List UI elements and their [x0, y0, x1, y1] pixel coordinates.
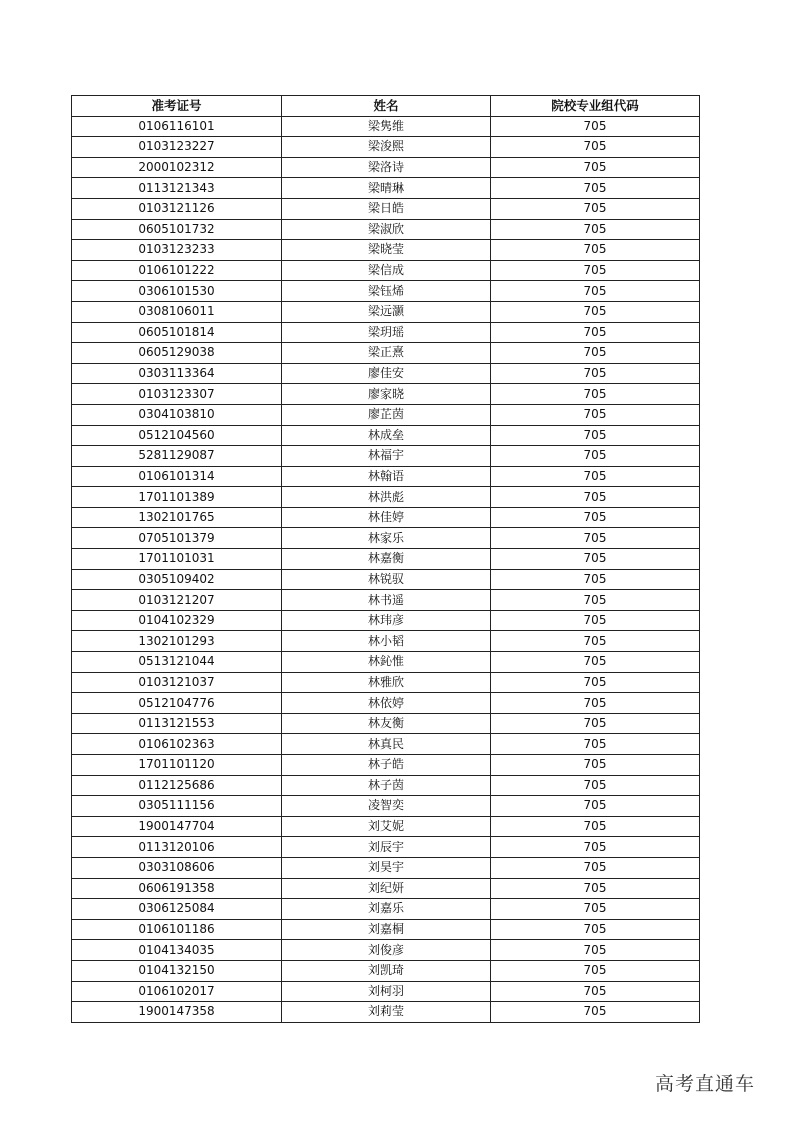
table-row [72, 755, 700, 776]
cell-exam-id: 0512104560 [72, 425, 282, 446]
cell-exam-id: 1900147358 [72, 1002, 282, 1023]
table-row [72, 425, 700, 446]
table-header-row [72, 96, 700, 117]
cell-name: 刘柯羽 [282, 981, 491, 1002]
table-row [72, 693, 700, 714]
cell-exam-id: 1701101120 [72, 755, 282, 776]
table-row [72, 610, 700, 631]
cell-group-code: 705 [491, 755, 700, 776]
cell-group-code: 705 [491, 322, 700, 343]
table-row [72, 569, 700, 590]
cell-group-code: 705 [491, 610, 700, 631]
cell-group-code: 705 [491, 487, 700, 508]
cell-group-code: 705 [491, 446, 700, 467]
cell-exam-id: 5281129087 [72, 446, 282, 467]
table-row [72, 281, 700, 302]
cell-group-code: 705 [491, 981, 700, 1002]
cell-group-code: 705 [491, 363, 700, 384]
cell-exam-id: 0605129038 [72, 343, 282, 364]
table-row [72, 590, 700, 611]
table-row [72, 796, 700, 817]
table-row [72, 240, 700, 261]
cell-name: 林玮彦 [282, 610, 491, 631]
cell-name: 梁正熹 [282, 343, 491, 364]
cell-group-code: 705 [491, 775, 700, 796]
table-row [72, 322, 700, 343]
cell-group-code: 705 [491, 590, 700, 611]
table-row [72, 528, 700, 549]
cell-exam-id: 2000102312 [72, 157, 282, 178]
table-row [72, 672, 700, 693]
cell-exam-id: 1302101765 [72, 507, 282, 528]
cell-group-code: 705 [491, 652, 700, 673]
table-row [72, 219, 700, 240]
cell-group-code: 705 [491, 116, 700, 137]
cell-exam-id: 0113120106 [72, 837, 282, 858]
cell-group-code: 705 [491, 260, 700, 281]
cell-name: 梁浚熙 [282, 137, 491, 158]
cell-group-code: 705 [491, 960, 700, 981]
table-row [72, 178, 700, 199]
table-row [72, 631, 700, 652]
cell-name: 刘艾妮 [282, 816, 491, 837]
cell-exam-id: 0304103810 [72, 404, 282, 425]
cell-name: 林雅欣 [282, 672, 491, 693]
cell-name: 刘俊彦 [282, 940, 491, 961]
cell-exam-id: 1900147704 [72, 816, 282, 837]
cell-exam-id: 0104134035 [72, 940, 282, 961]
cell-group-code: 705 [491, 281, 700, 302]
header-name: 姓名 [282, 96, 491, 117]
cell-name: 林锐驭 [282, 569, 491, 590]
table-row [72, 549, 700, 570]
cell-name: 刘嘉桐 [282, 919, 491, 940]
cell-exam-id: 0103121207 [72, 590, 282, 611]
table-row [72, 857, 700, 878]
cell-group-code: 705 [491, 940, 700, 961]
table-row [72, 713, 700, 734]
cell-exam-id: 0112125686 [72, 775, 282, 796]
cell-exam-id: 0104132150 [72, 960, 282, 981]
cell-group-code: 705 [491, 734, 700, 755]
table-row [72, 919, 700, 940]
cell-name: 梁玥瑶 [282, 322, 491, 343]
cell-group-code: 705 [491, 713, 700, 734]
cell-name: 林翰语 [282, 466, 491, 487]
table-row [72, 466, 700, 487]
table-row [72, 116, 700, 137]
cell-name: 林真民 [282, 734, 491, 755]
cell-exam-id: 0606191358 [72, 878, 282, 899]
table-row [72, 487, 700, 508]
cell-name: 林鈊惟 [282, 652, 491, 673]
cell-exam-id: 0705101379 [72, 528, 282, 549]
table-row [72, 1002, 700, 1023]
cell-exam-id: 0103121126 [72, 198, 282, 219]
cell-exam-id: 0305109402 [72, 569, 282, 590]
table-row [72, 507, 700, 528]
table-row [72, 198, 700, 219]
cell-group-code: 705 [491, 301, 700, 322]
cell-name: 刘嘉乐 [282, 899, 491, 920]
cell-exam-id: 0103123307 [72, 384, 282, 405]
cell-exam-id: 1701101389 [72, 487, 282, 508]
table-row [72, 940, 700, 961]
table-row [72, 878, 700, 899]
cell-group-code: 705 [491, 384, 700, 405]
table-row [72, 301, 700, 322]
cell-name: 林洪彪 [282, 487, 491, 508]
admission-table [71, 95, 700, 1023]
table-row [72, 734, 700, 755]
cell-group-code: 705 [491, 672, 700, 693]
cell-exam-id: 0106101186 [72, 919, 282, 940]
cell-group-code: 705 [491, 157, 700, 178]
cell-group-code: 705 [491, 816, 700, 837]
cell-exam-id: 1701101031 [72, 549, 282, 570]
cell-group-code: 705 [491, 404, 700, 425]
cell-group-code: 705 [491, 899, 700, 920]
cell-exam-id: 0512104776 [72, 693, 282, 714]
cell-exam-id: 0605101814 [72, 322, 282, 343]
cell-name: 林成垒 [282, 425, 491, 446]
cell-name: 梁晓莹 [282, 240, 491, 261]
cell-exam-id: 0106101314 [72, 466, 282, 487]
cell-name: 梁日皓 [282, 198, 491, 219]
table-row [72, 384, 700, 405]
table-row [72, 446, 700, 467]
cell-name: 梁信成 [282, 260, 491, 281]
cell-group-code: 705 [491, 569, 700, 590]
cell-group-code: 705 [491, 549, 700, 570]
cell-group-code: 705 [491, 796, 700, 817]
cell-group-code: 705 [491, 219, 700, 240]
cell-group-code: 705 [491, 1002, 700, 1023]
cell-group-code: 705 [491, 198, 700, 219]
cell-group-code: 705 [491, 631, 700, 652]
cell-name: 林福宇 [282, 446, 491, 467]
cell-group-code: 705 [491, 528, 700, 549]
cell-exam-id: 0305111156 [72, 796, 282, 817]
cell-exam-id: 0113121343 [72, 178, 282, 199]
cell-name: 林家乐 [282, 528, 491, 549]
cell-exam-id: 0103121037 [72, 672, 282, 693]
cell-name: 刘纪妍 [282, 878, 491, 899]
cell-exam-id: 0106102363 [72, 734, 282, 755]
cell-name: 林友衡 [282, 713, 491, 734]
cell-exam-id: 0605101732 [72, 219, 282, 240]
cell-name: 刘辰宇 [282, 837, 491, 858]
cell-name: 梁晴琳 [282, 178, 491, 199]
cell-name: 林书遥 [282, 590, 491, 611]
cell-group-code: 705 [491, 425, 700, 446]
table-row [72, 960, 700, 981]
cell-name: 刘昊宇 [282, 857, 491, 878]
cell-group-code: 705 [491, 240, 700, 261]
cell-name: 林嘉衡 [282, 549, 491, 570]
cell-name: 林子茵 [282, 775, 491, 796]
table-row [72, 775, 700, 796]
cell-group-code: 705 [491, 343, 700, 364]
table-row [72, 981, 700, 1002]
cell-exam-id: 0303108606 [72, 857, 282, 878]
cell-exam-id: 0308106011 [72, 301, 282, 322]
cell-group-code: 705 [491, 466, 700, 487]
cell-name: 梁远灏 [282, 301, 491, 322]
cell-group-code: 705 [491, 837, 700, 858]
cell-name: 林佳婷 [282, 507, 491, 528]
cell-name: 梁钰烯 [282, 281, 491, 302]
cell-exam-id: 0104102329 [72, 610, 282, 631]
cell-name: 林依婷 [282, 693, 491, 714]
cell-exam-id: 0306101530 [72, 281, 282, 302]
table-row [72, 899, 700, 920]
header-exam-id: 准考证号 [72, 96, 282, 117]
cell-name: 廖佳安 [282, 363, 491, 384]
cell-name: 林小韬 [282, 631, 491, 652]
cell-exam-id: 1302101293 [72, 631, 282, 652]
table-row [72, 816, 700, 837]
table-row [72, 343, 700, 364]
cell-exam-id: 0513121044 [72, 652, 282, 673]
cell-group-code: 705 [491, 178, 700, 199]
cell-group-code: 705 [491, 857, 700, 878]
cell-name: 梁洛诗 [282, 157, 491, 178]
cell-group-code: 705 [491, 693, 700, 714]
cell-exam-id: 0306125084 [72, 899, 282, 920]
table-row [72, 137, 700, 158]
table-row [72, 404, 700, 425]
cell-name: 廖家晓 [282, 384, 491, 405]
cell-exam-id: 0106116101 [72, 116, 282, 137]
cell-name: 梁隽维 [282, 116, 491, 137]
cell-exam-id: 0103123227 [72, 137, 282, 158]
cell-exam-id: 0113121553 [72, 713, 282, 734]
cell-group-code: 705 [491, 919, 700, 940]
header-group-code: 院校专业组代码 [491, 96, 700, 117]
table-row [72, 652, 700, 673]
watermark-logo: 高考直通车 [655, 1073, 756, 1095]
cell-exam-id: 0106101222 [72, 260, 282, 281]
cell-name: 廖芷茵 [282, 404, 491, 425]
cell-exam-id: 0303113364 [72, 363, 282, 384]
cell-group-code: 705 [491, 507, 700, 528]
table-row [72, 837, 700, 858]
cell-group-code: 705 [491, 878, 700, 899]
cell-name: 刘莉莹 [282, 1002, 491, 1023]
cell-name: 林子皓 [282, 755, 491, 776]
cell-exam-id: 0106102017 [72, 981, 282, 1002]
cell-group-code: 705 [491, 137, 700, 158]
cell-name: 凌智奕 [282, 796, 491, 817]
table-row [72, 363, 700, 384]
cell-name: 梁淑欣 [282, 219, 491, 240]
cell-name: 刘凯琦 [282, 960, 491, 981]
table-row [72, 260, 700, 281]
table-row [72, 157, 700, 178]
cell-exam-id: 0103123233 [72, 240, 282, 261]
